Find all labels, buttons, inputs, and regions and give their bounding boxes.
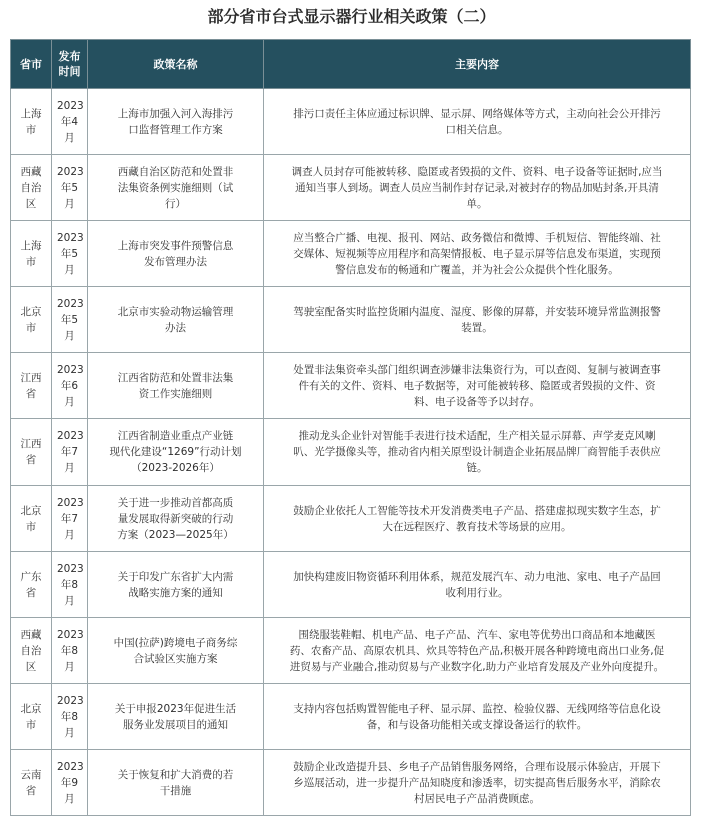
cell-content: 应当整合广播、电视、报刊、网站、政务微信和微博、手机短信、智能终端、社 交媒体、短视频等应用程序和高架情报板、电子显示屏等信息发布渠道，实现预 警信息发布的畅通和广覆盖，并为社会公众提供个性化服务。 bbox=[264, 221, 691, 287]
cell-date: 2023 年5 月 bbox=[52, 155, 88, 221]
cell-date: 2023 年8 月 bbox=[52, 618, 88, 684]
cell-policy-name: 关于印发广东省扩大内需 战略实施方案的通知 bbox=[88, 552, 264, 618]
cell-policy-name: 江西省防范和处置非法集 资工作实施细则 bbox=[88, 353, 264, 419]
cell-province: 北京 市 bbox=[11, 287, 52, 353]
cell-province: 上海 市 bbox=[11, 89, 52, 155]
table-row bbox=[11, 89, 691, 155]
cell-content: 排污口责任主体应通过标识牌、显示屏、网络媒体等方式，主动向社会公开排污 口相关信息。 bbox=[264, 89, 691, 155]
header-content: 主要内容 bbox=[264, 40, 691, 89]
table-row bbox=[11, 684, 691, 750]
cell-policy-name: 中国(拉萨)跨境电子商务综 合试验区实施方案 bbox=[88, 618, 264, 684]
cell-date: 2023 年5 月 bbox=[52, 287, 88, 353]
cell-date: 2023 年4 月 bbox=[52, 89, 88, 155]
cell-policy-name: 北京市实验动物运输管理 办法 bbox=[88, 287, 264, 353]
table-row bbox=[11, 419, 691, 486]
cell-province: 西藏 自治 区 bbox=[11, 155, 52, 221]
cell-content: 处置非法集资牵头部门组织调查涉嫌非法集资行为，可以查阅、复制与被调查事 件有关的文件、资料、电子数据等，对可能被转移、隐匿或者毁损的文件、资 料、电子设备等予以封存。 bbox=[264, 353, 691, 419]
page-title: 部分省市台式显示器行业相关政策（二） bbox=[207, 7, 496, 26]
cell-province: 云南 省 bbox=[11, 750, 52, 816]
cell-content: 围绕服装鞋帽、机电产品、电子产品、汽车、家电等优势出口商品和本地藏医 药、农畜产品、高原农机具、炊具等特色产品,积极开展各种跨境电商出口业务,促 进贸易与产业融合,推动贸易与产业数字化,助力产业培育发展及产业外向度提升。 bbox=[264, 618, 691, 684]
cell-province: 北京 市 bbox=[11, 684, 52, 750]
cell-content: 驾驶室配备实时监控货厢内温度、湿度、影像的屏幕，并安装环境异常监测报警 装置。 bbox=[264, 287, 691, 353]
cell-province: 北京 市 bbox=[11, 486, 52, 552]
cell-content: 调查人员封存可能被转移、隐匿或者毁损的文件、资料、电子设备等证据时,应当 通知当事人到场。调查人员应当制作封存记录,对被封存的物品加贴封条,开具清 单。 bbox=[264, 155, 691, 221]
policy-table bbox=[10, 39, 691, 816]
cell-content: 鼓励企业改造提升县、乡电子产品销售服务网络，合理布设展示体验店，开展下 乡巡展活动，进一步提升产品知晓度和渗透率，切实提高售后服务水平，消除农 村居民电子产品消费顾虑。 bbox=[264, 750, 691, 816]
cell-province: 广东 省 bbox=[11, 552, 52, 618]
cell-policy-name: 上海市加强入河入海排污 口监督管理工作方案 bbox=[88, 89, 264, 155]
table-row bbox=[11, 155, 691, 221]
cell-province: 西藏 自治 区 bbox=[11, 618, 52, 684]
table-header-row bbox=[11, 40, 691, 89]
cell-date: 2023 年7 月 bbox=[52, 419, 88, 486]
table-row bbox=[11, 486, 691, 552]
header-province: 省市 bbox=[11, 40, 52, 89]
table-body bbox=[11, 89, 691, 816]
cell-content: 加快构建废旧物资循环利用体系，规范发展汽车、动力电池、家电、电子产品回 收利用行业。 bbox=[264, 552, 691, 618]
cell-province: 江西 省 bbox=[11, 353, 52, 419]
table-row bbox=[11, 618, 691, 684]
header-policy: 政策名称 bbox=[88, 40, 264, 89]
table-row bbox=[11, 287, 691, 353]
cell-policy-name: 关于申报2023年促进生活 服务业发展项目的通知 bbox=[88, 684, 264, 750]
cell-policy-name: 上海市突发事件预警信息 发布管理办法 bbox=[88, 221, 264, 287]
cell-date: 2023 年8 月 bbox=[52, 552, 88, 618]
header-date: 发布 时间 bbox=[52, 40, 88, 89]
table-row bbox=[11, 353, 691, 419]
cell-content: 支持内容包括购置智能电子秤、显示屏、监控、检验仪器、无线网络等信息化设 备，和与设备功能相关或支撑设备运行的软件。 bbox=[264, 684, 691, 750]
cell-date: 2023 年5 月 bbox=[52, 221, 88, 287]
table-row bbox=[11, 750, 691, 816]
cell-content: 鼓励企业依托人工智能等技术开发消费类电子产品、搭建虚拟现实数字生态，扩 大在远程医疗、教育技术等场景的应用。 bbox=[264, 486, 691, 552]
cell-policy-name: 关于恢复和扩大消费的若 干措施 bbox=[88, 750, 264, 816]
cell-content: 推动龙头企业针对智能手表进行技术适配，生产相关显示屏幕、声学麦克风喇 叭、光学摄像头等，推动省内相关原型设计制造企业拓展品牌厂商智能手表供应 链。 bbox=[264, 419, 691, 486]
cell-province: 江西 省 bbox=[11, 419, 52, 486]
cell-date: 2023 年7 月 bbox=[52, 486, 88, 552]
cell-policy-name: 西藏自治区防范和处置非 法集资条例实施细则（试 行） bbox=[88, 155, 264, 221]
cell-date: 2023 年9 月 bbox=[52, 750, 88, 816]
cell-date: 2023 年6 月 bbox=[52, 353, 88, 419]
table-row bbox=[11, 552, 691, 618]
cell-province: 上海 市 bbox=[11, 221, 52, 287]
cell-policy-name: 江西省制造业重点产业链 现代化建设“1269”行动计划 （2023-2026年） bbox=[88, 419, 264, 486]
cell-date: 2023 年8 月 bbox=[52, 684, 88, 750]
cell-policy-name: 关于进一步推动首都高质 量发展取得新突破的行动 方案（2023—2025年） bbox=[88, 486, 264, 552]
table-row bbox=[11, 221, 691, 287]
